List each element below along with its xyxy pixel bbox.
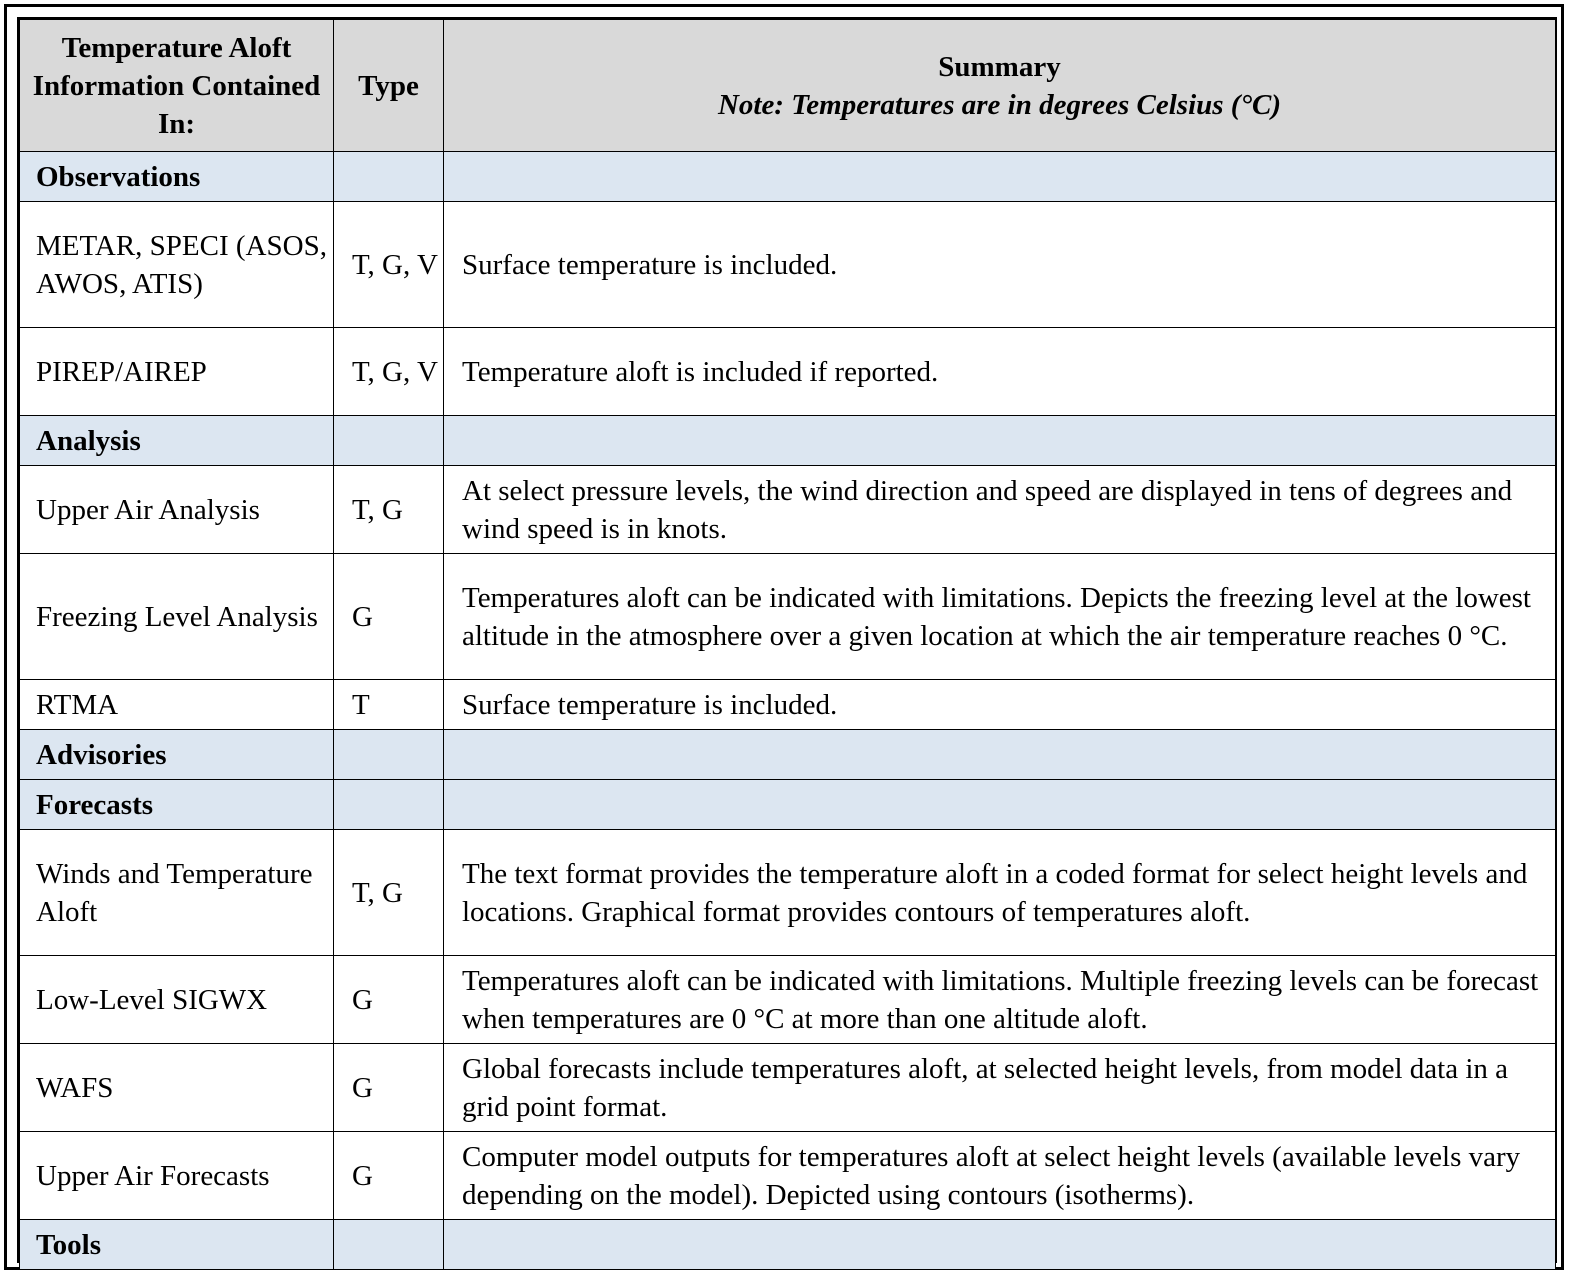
section-row — [20, 1220, 1556, 1270]
section-row — [20, 730, 1556, 780]
summary-cell: The text format provides the temperature aloft in a coded format for select height levels and locations. Graphical format provides contours of temperatures aloft. — [444, 830, 1556, 956]
table-row — [20, 1044, 1556, 1132]
table-row — [20, 956, 1556, 1044]
table-row — [20, 830, 1556, 956]
table-row — [20, 466, 1556, 554]
section-label: Observations — [20, 152, 334, 202]
table-row — [20, 680, 1556, 730]
inner-frame — [17, 17, 1557, 1263]
section-empty-cell — [444, 780, 1556, 830]
source-cell: Winds and Temperature Aloft — [20, 830, 334, 956]
section-empty-cell — [334, 780, 444, 830]
summary-cell: Temperature aloft is included if reported. — [444, 328, 1556, 416]
section-label: Analysis — [20, 416, 334, 466]
type-cell: G — [334, 1044, 444, 1132]
source-cell: Upper Air Forecasts — [20, 1132, 334, 1220]
source-cell: METAR, SPECI (ASOS, AWOS, ATIS) — [20, 202, 334, 328]
source-cell: RTMA — [20, 680, 334, 730]
section-empty-cell — [334, 416, 444, 466]
summary-cell: Temperatures aloft can be indicated with limitations. Depicts the freezing level at the lowest altitude in the atmosphere over a given location at which the air temperature reaches 0 °C. — [444, 554, 1556, 680]
temperature-aloft-table — [19, 19, 1556, 1270]
section-empty-cell — [444, 152, 1556, 202]
source-cell: Freezing Level Analysis — [20, 554, 334, 680]
type-cell: T, G — [334, 466, 444, 554]
table-row — [20, 328, 1556, 416]
table-row — [20, 554, 1556, 680]
section-empty-cell — [334, 730, 444, 780]
section-label: Advisories — [20, 730, 334, 780]
section-label: Tools — [20, 1220, 334, 1270]
section-empty-cell — [444, 416, 1556, 466]
table-row — [20, 202, 1556, 328]
section-row — [20, 152, 1556, 202]
summary-cell: Computer model outputs for temperatures aloft at select height levels (available levels vary depending on the model). Depicted using contours (isotherms). — [444, 1132, 1556, 1220]
table-row — [20, 1132, 1556, 1220]
type-cell: T — [334, 680, 444, 730]
source-cell: Upper Air Analysis — [20, 466, 334, 554]
header-summary — [444, 20, 1556, 152]
summary-cell: Surface temperature is included. — [444, 202, 1556, 328]
header-source: Temperature Aloft Information Contained In: — [20, 20, 334, 152]
type-cell: T, G — [334, 830, 444, 956]
summary-cell: Temperatures aloft can be indicated with limitations. Multiple freezing levels can be forecast when temperatures are 0 °C at more than one altitude aloft. — [444, 956, 1556, 1044]
summary-title: Summary — [938, 50, 1061, 83]
section-row — [20, 416, 1556, 466]
summary-cell: At select pressure levels, the wind direction and speed are displayed in tens of degrees and wind speed is in knots. — [444, 466, 1556, 554]
type-cell: T, G, V — [334, 328, 444, 416]
type-cell: T, G, V — [334, 202, 444, 328]
section-empty-cell — [444, 730, 1556, 780]
header-row — [20, 20, 1556, 152]
section-empty-cell — [334, 1220, 444, 1270]
header-type: Type — [334, 20, 444, 152]
summary-cell: Surface temperature is included. — [444, 680, 1556, 730]
outer-frame — [4, 4, 1564, 1270]
source-cell: PIREP/AIREP — [20, 328, 334, 416]
source-cell: Low-Level SIGWX — [20, 956, 334, 1044]
type-cell: G — [334, 956, 444, 1044]
summary-cell: Global forecasts include temperatures aloft, at selected height levels, from model data in a grid point format. — [444, 1044, 1556, 1132]
source-cell: WAFS — [20, 1044, 334, 1132]
section-row — [20, 780, 1556, 830]
section-empty-cell — [444, 1220, 1556, 1270]
type-cell: G — [334, 554, 444, 680]
section-empty-cell — [334, 152, 444, 202]
summary-note: Note: Temperatures are in degrees Celsius (°C) — [717, 88, 1282, 121]
type-cell: G — [334, 1132, 444, 1220]
section-label: Forecasts — [20, 780, 334, 830]
